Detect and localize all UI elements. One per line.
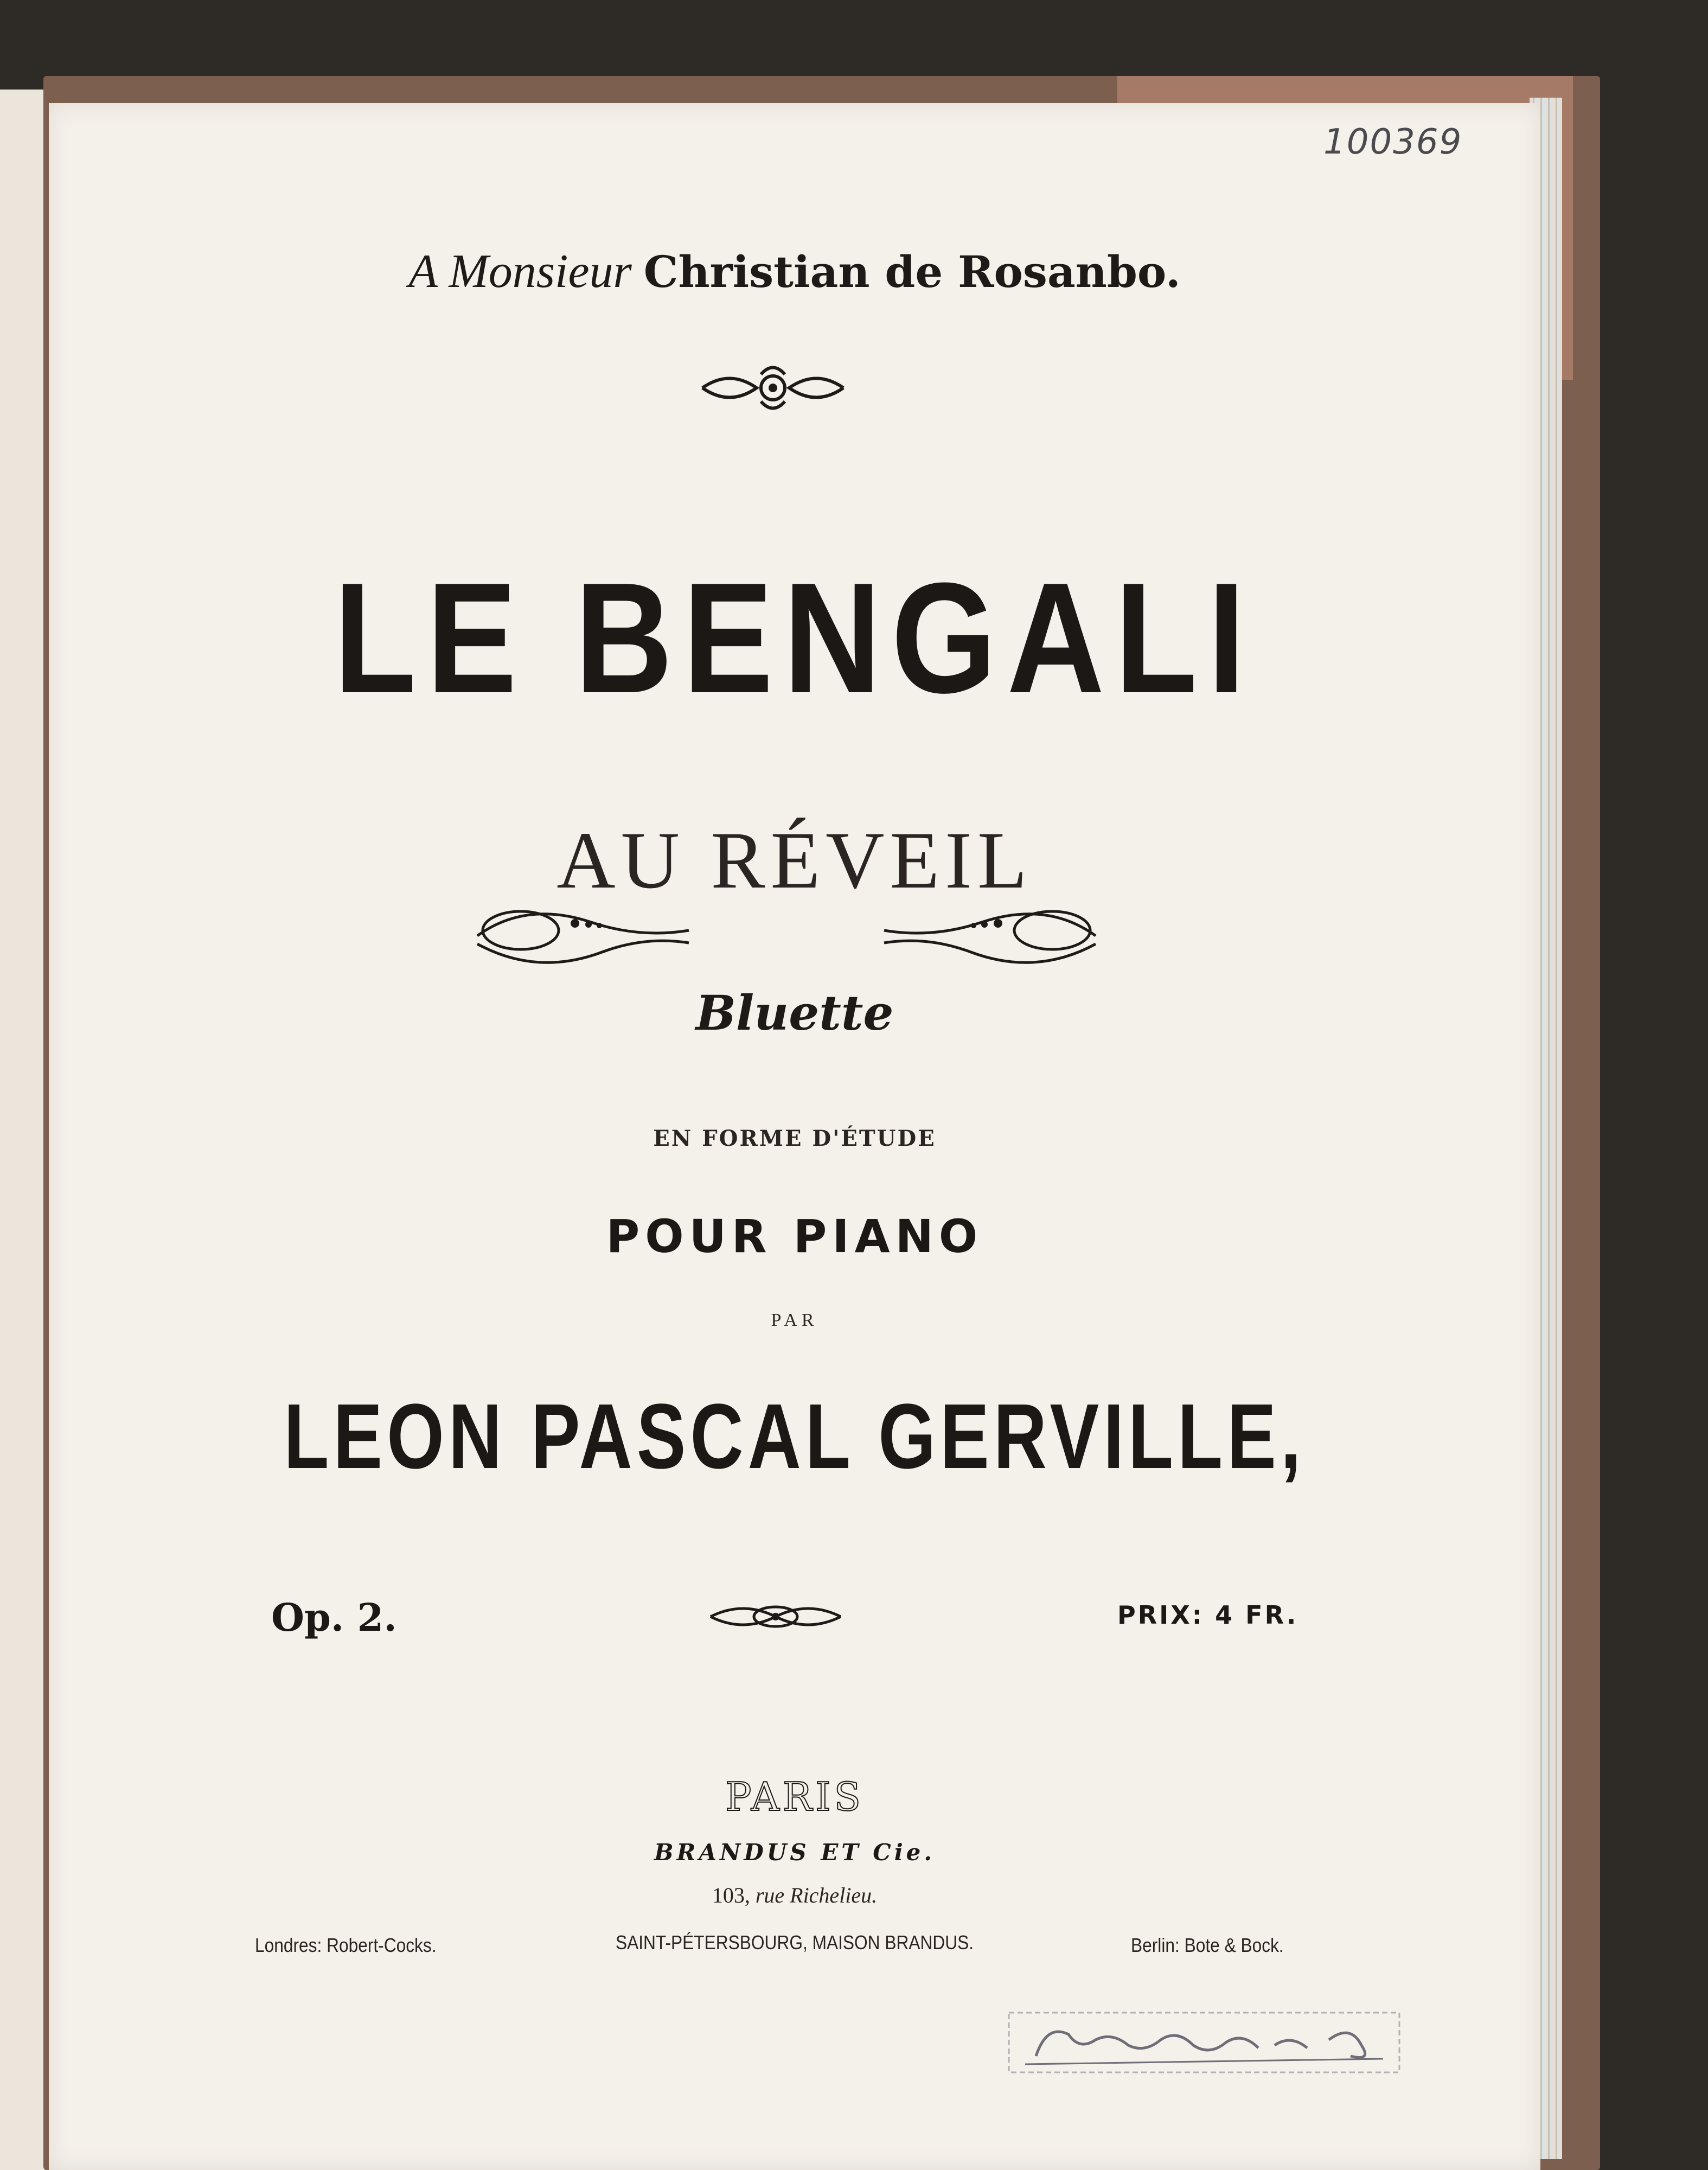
dedication-prefix: A Monsieur <box>408 245 632 298</box>
berlin-agent: Berlin: Bote & Bock. <box>1131 1934 1284 1956</box>
main-title: LE BENGALI <box>334 550 1256 726</box>
stpetersburg-agent: SAINT-PÉTERSBOURG, MAISON BRANDUS. <box>615 1931 974 1954</box>
address-number: 103, <box>712 1883 750 1907</box>
middle-ornament <box>705 1598 846 1636</box>
dedicatee-name: Christian de Rosanbo. <box>643 246 1181 297</box>
publisher-address <box>49 1882 1540 1908</box>
title-page <box>49 103 1540 2170</box>
genre-label: Bluette <box>695 985 894 1041</box>
publisher-signature-stamp <box>1003 2002 1416 2083</box>
facing-page-edge <box>0 90 48 2170</box>
instrument-label: POUR PIANO <box>606 1210 983 1263</box>
bluette-flourish <box>461 879 1112 993</box>
by-label: PAR <box>771 1310 818 1330</box>
address-street: rue Richelieu. <box>755 1883 878 1907</box>
price: PRIX: 4 FR. <box>1117 1600 1298 1630</box>
top-ornament <box>697 358 849 418</box>
composer-name: LEON PASCAL GERVILLE, <box>284 1385 1306 1488</box>
catalog-number: 100369 <box>1323 122 1463 162</box>
opus-number: Op. 2. <box>271 1595 397 1640</box>
form-label: EN FORME D'ÉTUDE <box>653 1126 936 1151</box>
imprint-city: PARIS <box>725 1774 864 1820</box>
subtitle: AU RÉVEIL <box>556 815 1033 905</box>
dedication <box>49 244 1540 299</box>
publisher-name: BRANDUS ET Cie. <box>654 1839 935 1866</box>
london-agent: Londres: Robert-Cocks. <box>255 1934 437 1956</box>
